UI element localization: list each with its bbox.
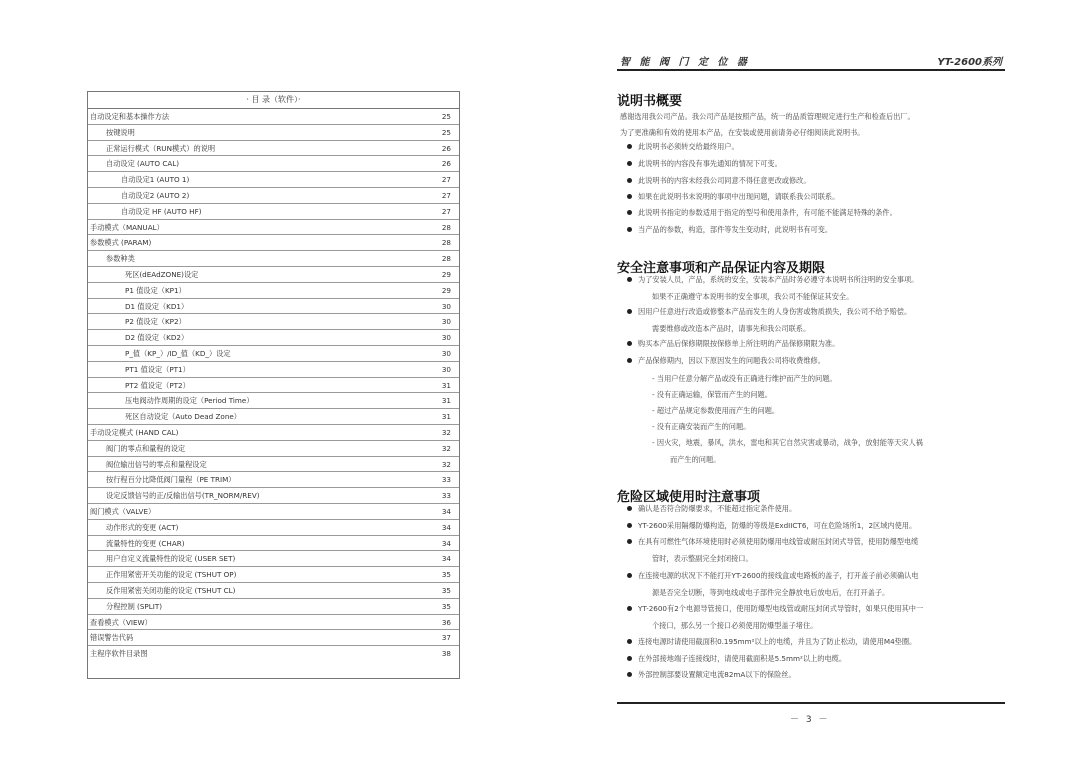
- safety-bullet: 因用户任意进行改造或修整本产品而发生的人身伤害或物质损失，我公司不给予赔偿。: [638, 304, 1003, 320]
- toc-entry-label: 手动设定模式 (HAND CAL): [90, 427, 179, 437]
- toc-entry-label: 参数模式 (PARAM): [90, 238, 152, 248]
- toc-row: [88, 504, 459, 520]
- toc-entry-label: 阀门模式（VALVE）: [90, 506, 156, 516]
- toc-entry-label: 自动设定和基本操作方法: [90, 112, 170, 121]
- header-product: 智 能 阀 门 定 位 器: [620, 57, 750, 68]
- toc-row: [88, 536, 459, 552]
- toc-entry-page: 35: [441, 585, 451, 595]
- safety-bullet: 为了安装人员，产品，系统的安全，安装本产品时务必遵守本说明书所注明的安全事项。: [638, 272, 1003, 288]
- toc-entry-label: 自动设定1 (AUTO 1): [121, 175, 190, 185]
- toc-entry-label: PT1 值设定（PT1）: [125, 364, 190, 374]
- toc-entry-page: 26: [441, 159, 451, 169]
- safety-bullet-cont: 需要维修或改造本产品时，请事先和我公司联系。: [652, 324, 811, 333]
- hazard-bullet-cont: 管时，表示整副完全封闭接口。: [652, 554, 753, 563]
- toc-entry-label: 设定反馈信号的正/反输出信号(TR_NORM/REV): [106, 491, 260, 501]
- toc-entry-page: 26: [441, 143, 451, 153]
- toc-entry-label: 按键说明: [106, 127, 135, 137]
- toc-row: [88, 204, 459, 220]
- hazard-bullet: 连接电源时请使用截面积0.195mm²以上的电缆，并且为了防止松动，请使用M4垫圈。: [638, 634, 1003, 650]
- safety-item: - 没有正确安装而产生的问题。: [652, 422, 751, 431]
- overview-bullet: 如果在此说明书未说明的事项中出现问题，请联系我公司联系。: [638, 189, 1003, 205]
- toc-entry-label: 压电阀动作周期的设定（Period Time）: [125, 396, 254, 406]
- header-divider: [617, 69, 1005, 71]
- toc-row: [88, 330, 459, 346]
- toc-table: [87, 91, 460, 679]
- safety-item-cont: 而产生的问题。: [670, 455, 721, 464]
- hazard-bullet: 在连接电源的状况下不能打开YT-2600的接线盒或电路板的盖子，打开盖子前必须确认电: [638, 568, 1003, 584]
- overview-bullet: 此说明书指定的参数适用于指定的型号和使用条件，有可能不能满足特殊的条件。: [638, 205, 1003, 221]
- toc-entry-page: 30: [441, 301, 451, 311]
- toc-row: [88, 125, 459, 141]
- hazard-bullet: 外部控制部要设置额定电流82mA以下的保险丝。: [638, 667, 1003, 683]
- toc-entry-page: 30: [441, 348, 451, 358]
- page-number: － 3 －: [790, 715, 830, 725]
- toc-row: [88, 567, 459, 583]
- toc-entry-label: 主程序软件目录图: [90, 649, 148, 659]
- toc-row: [88, 615, 459, 631]
- toc-entry-page: 34: [441, 522, 451, 532]
- toc-row: [88, 457, 459, 473]
- toc-entry-page: 25: [441, 112, 451, 121]
- toc-entry-label: 分程控制 (SPLIT): [106, 601, 163, 611]
- safety-bullet: 购买本产品后保修期限按保修单上所注明的产品保修期限为准。: [638, 336, 1003, 352]
- safety-bullet: 产品保修期内，因以下原因发生的问题我公司将收费维修。: [638, 353, 1003, 369]
- toc-row: [88, 630, 459, 646]
- toc-entry-page: 32: [441, 459, 451, 469]
- toc-entry-page: 30: [441, 333, 451, 343]
- toc-row: [88, 156, 459, 172]
- toc-row: [88, 583, 459, 599]
- hazard-bullet: 在外部接地端子连接线时，请使用截面积是5.5mm²以上的电缆。: [638, 651, 1003, 667]
- toc-entry-page: 31: [441, 380, 451, 390]
- toc-entry-label: 死区自动设定（Auto Dead Zone）: [125, 412, 241, 422]
- overview-title: 说明书概要: [617, 94, 683, 109]
- toc-entry-label: 参数种类: [106, 254, 135, 264]
- toc-entry-page: 27: [441, 175, 451, 185]
- safety-item: - 超过产品规定参数使用而产生的问题。: [652, 406, 780, 415]
- toc-entry-label: 查看模式（VIEW）: [90, 617, 152, 627]
- toc-row: [88, 267, 459, 283]
- toc-row: [88, 488, 459, 504]
- toc-entry-label: 自动设定 (AUTO CAL): [106, 159, 180, 169]
- safety-item: - 因火灾，地震，暴风，洪水，雷电和其它自然灾害或暴动，战争，放射能等天灾人祸: [652, 438, 923, 447]
- toc-entry-page: 35: [441, 601, 451, 611]
- toc-entry-label: 正作用紧密开关功能的设定 (TSHUT OP): [106, 570, 237, 580]
- toc-entry-page: 25: [441, 127, 451, 137]
- toc-entry-label: D2 值设定（KD2）: [125, 333, 189, 343]
- hazard-bullet: YT-2600有2个电源导管接口，使用防爆型电线管或耐压封闭式导管时，如果只使用其中一: [638, 601, 1003, 617]
- toc-row: [88, 172, 459, 188]
- toc-entry-label: 阀门的零点和量程的设定: [106, 443, 186, 453]
- toc-title: · 目 录（软件）·: [88, 92, 459, 109]
- toc-row: [88, 378, 459, 394]
- toc-entry-label: PT2 值设定（PT2）: [125, 380, 190, 390]
- toc-entry-label: P2 值设定（KP2）: [125, 317, 186, 327]
- toc-entry-page: 30: [441, 364, 451, 374]
- toc-row: [88, 346, 459, 362]
- toc-entry-label: 错误警告代码: [90, 633, 134, 643]
- toc-entry-page: 31: [441, 412, 451, 422]
- toc-row: [88, 520, 459, 536]
- toc-row: [88, 299, 459, 315]
- toc-entry-page: 34: [441, 506, 451, 516]
- toc-entry-page: 27: [441, 190, 451, 200]
- hazard-bullet: YT-2600采用隔爆防爆构造，防爆的等级是ExdIICT6，可在危险场所1，2区域内使用。: [638, 518, 1003, 534]
- toc-entry-label: 正常运行模式（RUN模式）的说明: [106, 143, 216, 153]
- toc-row: [88, 314, 459, 330]
- safety-title: 安全注意事项和产品保证内容及期限: [617, 261, 826, 276]
- toc-entry-page: 31: [441, 396, 451, 406]
- toc-row: [88, 109, 459, 125]
- toc-entry-page: 28: [441, 222, 451, 232]
- toc-row: [88, 362, 459, 378]
- header-series: YT-2600系列: [937, 57, 1002, 68]
- toc-entry-page: 29: [441, 269, 451, 279]
- toc-row: [88, 141, 459, 157]
- toc-entry-page: 36: [441, 617, 451, 627]
- toc-entry-label: 自动设定2 (AUTO 2): [121, 190, 190, 200]
- safety-bullet-cont: 如果不正确遵守本说明书的安全事项，我公司不能保证其安全。: [652, 292, 854, 301]
- toc-entry-label: P1 值设定（KP1）: [125, 285, 186, 295]
- toc-entry-label: D1 值设定（KD1）: [125, 301, 189, 311]
- toc-entry-label: 用户自定义流量特性的设定 (USER SET): [106, 554, 236, 564]
- toc-entry-page: 34: [441, 554, 451, 564]
- hazard-bullet-cont: 个接口，那么另一个接口必须使用防爆型盖子堵住。: [652, 621, 818, 630]
- toc-entry-page: 37: [441, 633, 451, 643]
- hazard-bullet: 确认是否符合防爆要求，不能超过指定条件使用。: [638, 501, 1003, 517]
- toc-entry-page: 27: [441, 206, 451, 216]
- toc-row: [88, 441, 459, 457]
- toc-row: [88, 220, 459, 236]
- toc-entry-page: 28: [441, 238, 451, 248]
- safety-item: - 没有正确运输，保管而产生的问题。: [652, 390, 772, 399]
- toc-entry-label: 动作形式的变更 (ACT): [106, 522, 179, 532]
- toc-row: [88, 646, 459, 662]
- toc-entry-label: 自动设定 HF (AUTO HF): [121, 206, 202, 216]
- toc-row: [88, 599, 459, 615]
- toc-entry-page: 33: [441, 491, 451, 501]
- toc-entry-page: 32: [441, 443, 451, 453]
- hazard-title: 危险区域使用时注意事项: [617, 490, 761, 505]
- overview-bullet: 此说明书必须转交给最终用户。: [638, 139, 1003, 155]
- toc-entry-page: 30: [441, 317, 451, 327]
- toc-entry-page: 28: [441, 254, 451, 264]
- overview-bullet: 此说明书的内容没有事先通知的情况下可变。: [638, 156, 1003, 172]
- toc-row: [88, 393, 459, 409]
- toc-entry-label: 流量特性的变更 (CHAR): [106, 538, 185, 548]
- hazard-bullet: 在具有可燃性气体环境使用时必须使用防爆用电线管或耐压封闭式导管，使用防爆型电缆: [638, 534, 1003, 550]
- toc-rows: [88, 109, 459, 662]
- safety-item: - 当用户任意分解产品或没有正确进行维护而产生的问题。: [652, 374, 837, 383]
- toc-entry-label: 死区(dEAdZONE)设定: [125, 269, 199, 279]
- toc-row: [88, 409, 459, 425]
- toc-row: [88, 188, 459, 204]
- toc-row: [88, 472, 459, 488]
- toc-entry-page: 32: [441, 427, 451, 437]
- toc-entry-label: 手动模式（MANUAL）: [90, 222, 164, 232]
- toc-row: [88, 251, 459, 267]
- footer-divider: [617, 702, 1005, 704]
- toc-entry-page: 38: [441, 649, 451, 659]
- overview-bullet: 此说明书的内容未经我公司同意不得任意更改或修改。: [638, 173, 1003, 189]
- toc-entry-page: 29: [441, 285, 451, 295]
- toc-entry-label: 反作用紧密关闭功能的设定 (TSHUT CL): [106, 585, 236, 595]
- toc-row: [88, 551, 459, 567]
- toc-entry-page: 35: [441, 570, 451, 580]
- toc-entry-label: 按行程百分比降低阀门量程（PE TRIM）: [106, 475, 236, 485]
- overview-intro-1: 感谢选用我公司产品。我公司产品是按照产品，统一的品质管理规定进行生产和检查后出厂。: [620, 112, 915, 121]
- toc-row: [88, 283, 459, 299]
- overview-bullet: 当产品的参数，构造，部件等发生变动时，此说明书有可变。: [638, 222, 1003, 238]
- toc-entry-page: 34: [441, 538, 451, 548]
- overview-intro-2: 为了更准确和有效的使用本产品，在安装或使用前请务必仔细阅读此说明书。: [620, 128, 865, 137]
- toc-row: [88, 425, 459, 441]
- hazard-bullet-cont: 源是否完全切断，等到电线或电子部件完全静放电后放电后，在打开盖子。: [652, 588, 890, 597]
- toc-entry-label: P_值（KP_）/ID_值（KD_）设定: [125, 348, 231, 358]
- toc-entry-label: 阀位输出信号的零点和量程设定: [106, 459, 207, 469]
- toc-entry-page: 33: [441, 475, 451, 485]
- toc-row: [88, 235, 459, 251]
